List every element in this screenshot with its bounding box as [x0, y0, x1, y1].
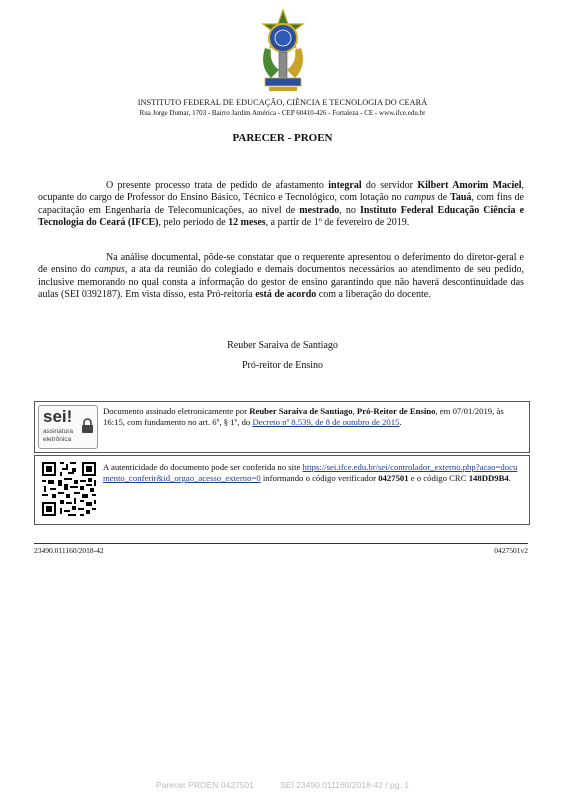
sei-signature-seal — [38, 405, 98, 449]
process-number: 23490.011160/2018-42 — [34, 546, 104, 555]
footer-divider — [34, 543, 528, 544]
qr-code-icon — [40, 460, 98, 518]
decree-link[interactable]: Decreto nº 8.539, de 8 de outubro de 2015 — [252, 417, 400, 428]
signer-name: Reuber Saraiva de Santiago — [227, 340, 338, 351]
electronic-signature-box — [34, 401, 530, 453]
document-title: PARECER - PROEN — [232, 132, 333, 144]
sei-seal-caption: assinatura eletrônica — [43, 428, 73, 443]
sei-logo: sei! — [43, 407, 73, 426]
verification-link[interactable]: https://sei.ifce.edu.br/sei/controlador_externo.php?acao=documento_conferir&id_orgao_acesso_externo=0 — [103, 462, 518, 484]
paragraph-request: O presente processo trata de pedido de afastamento integral do servidor Kilbert Amorim Maciel, ocupante do cargo de Professor do Ensino Básico, Técnico e Tecnológico, com lotação no campus de Tauá, com fins de capacitação em Engenharia de Telecomunicações, ao nível de mestrado, no Instituto Federal Educação Ciência e Tecnologia do Ceará (IFCE), pelo período de 12 meses, a partir de 1º de fevereiro de 2019. — [38, 180, 525, 228]
paragraph-analysis: Na análise documental, pôde-se constatar que o requerente apresentou o deferimento do diretor-geral e de ensino do campus, a ata da reunião do colegiado e demais documentos necessários ao atendimento de seu pedido, inclusive memorando no qual consta a informação do gestor de ensino garantindo que não haverá descontinuidade das aulas (SEI 0392187). Em vista disso, esta Pró-reitoria está de acordo com a liberação do docente. — [38, 252, 525, 300]
page-footer — [0, 780, 565, 790]
lock-icon — [81, 418, 94, 434]
authenticity-box — [34, 455, 530, 525]
coat-of-arms-emblem — [257, 8, 309, 94]
authenticity-statement: A autenticidade do documento pode ser conferida no site https://sei.ifce.edu.br/sei/controlador_externo.php?acao=documento_conferir&id_orgao_acesso_externo=0 informando o código verificador 0427501 e o código CRC 148DD9B4. — [103, 462, 518, 484]
footer-document-label: Parecer PROEN 0427501 — [156, 780, 254, 790]
institution-name: INSTITUTO FEDERAL DE EDUCAÇÃO, CIÊNCIA E TECNOLOGIA DO CEARÁ — [137, 98, 428, 107]
signer-role: Pró-reitor de Ensino — [241, 360, 324, 371]
footer-page-label: SEI 23490.011160/2018-42 / pg. 1 — [280, 780, 409, 790]
institution-address: Rua Jorge Dumar, 1703 - Bairro Jardim América - CEP 60410-426 - Fortaleza - CE - www.ifce.edu.br — [139, 109, 426, 117]
signature-statement: Documento assinado eletronicamente por Reuber Saraiva de Santiago, Pró-Reitor de Ensino, em 07/01/2019, às 16:15, com fundamento no art. 6º, § 1º, do Decreto nº 8.539, de 8 de outubro de 2015. — [103, 406, 504, 428]
document-version: 0427501v2 — [494, 546, 528, 555]
